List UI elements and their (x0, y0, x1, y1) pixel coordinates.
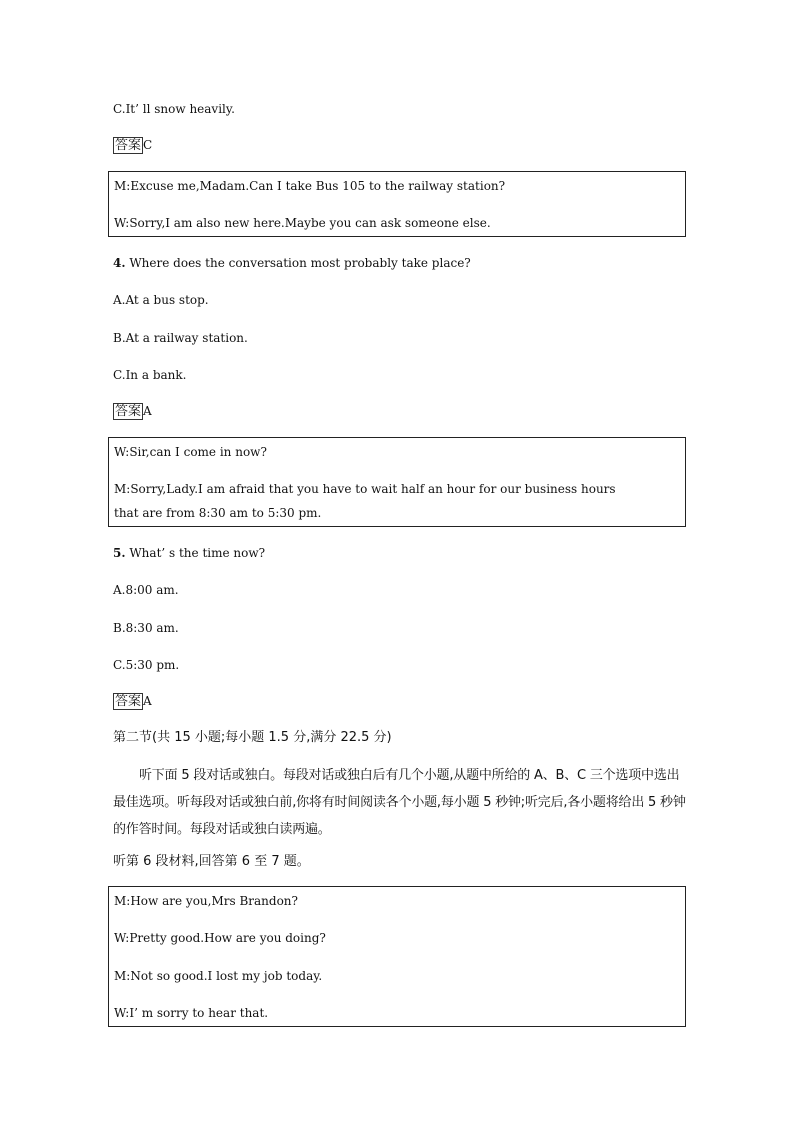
transcript-line: W:Pretty good.How are you doing? (114, 931, 326, 945)
transcript-line: M:Excuse me,Madam.Can I take Bus 105 to the railway station? (114, 179, 506, 193)
transcript-line: W:Sorry,I am also new here.Maybe you can ask someone else. (114, 216, 491, 230)
question-number: 4. (113, 256, 126, 270)
q3-option-c: C.It’ ll snow heavily. (113, 102, 235, 116)
question-number: 5. (113, 546, 126, 560)
answer-value: C (143, 138, 153, 152)
q4-answer (113, 403, 152, 420)
q5-answer (113, 693, 152, 710)
q4-option-b: B.At a railway station. (113, 331, 248, 345)
transcript-line: W:I’ m sorry to hear that. (114, 1006, 269, 1020)
q5-option-a: A.8:00 am. (113, 583, 179, 597)
q4-option-a: A.At a bus stop. (113, 293, 209, 307)
answer-label: 答案 (115, 138, 142, 153)
q4-option-c: C.In a bank. (113, 368, 187, 382)
transcript-box-4 (108, 171, 686, 237)
section-instructions: 听下面 5 段对话或独白。每段对话或独白后有几个小题,从题中所给的 A、B、C 三个选项中选出最佳选项。听每段对话或独白前,你将有时间阅读各个小题,每小题 5 秒钟;听完后,各小题将给出 5 秒钟的作答时间。每段对话或独白读两遍。 (113, 768, 686, 837)
transcript-line: that are from 8:30 am to 5:30 pm. (114, 506, 322, 520)
question-text: Where does the conversation most probably take place? (125, 256, 471, 270)
answer-label: 答案 (115, 404, 142, 419)
transcript-line: M:How are you,Mrs Brandon? (114, 894, 298, 908)
q5-question (113, 545, 265, 561)
transcript-box-5 (108, 437, 686, 527)
q3-answer (113, 137, 152, 154)
material-intro: 听第 6 段材料,回答第 6 至 7 题。 (113, 854, 310, 869)
transcript-line: M:Not so good.I lost my job today. (114, 969, 323, 983)
answer-label: 答案 (115, 694, 142, 709)
transcript-line: M:Sorry,Lady.I am afraid that you have to wait half an hour for our business hours (114, 482, 616, 496)
answer-value: A (143, 694, 152, 708)
q5-option-b: B.8:30 am. (113, 621, 179, 635)
section-heading: 第二节(共 15 小题;每小题 1.5 分,满分 22.5 分) (113, 730, 392, 745)
q4-question (113, 255, 471, 271)
q5-option-c: C.5:30 pm. (113, 658, 180, 672)
transcript-box-6 (108, 886, 686, 1027)
question-text: What’ s the time now? (125, 546, 266, 560)
answer-value: A (143, 404, 152, 418)
transcript-line: W:Sir,can I come in now? (114, 445, 267, 459)
